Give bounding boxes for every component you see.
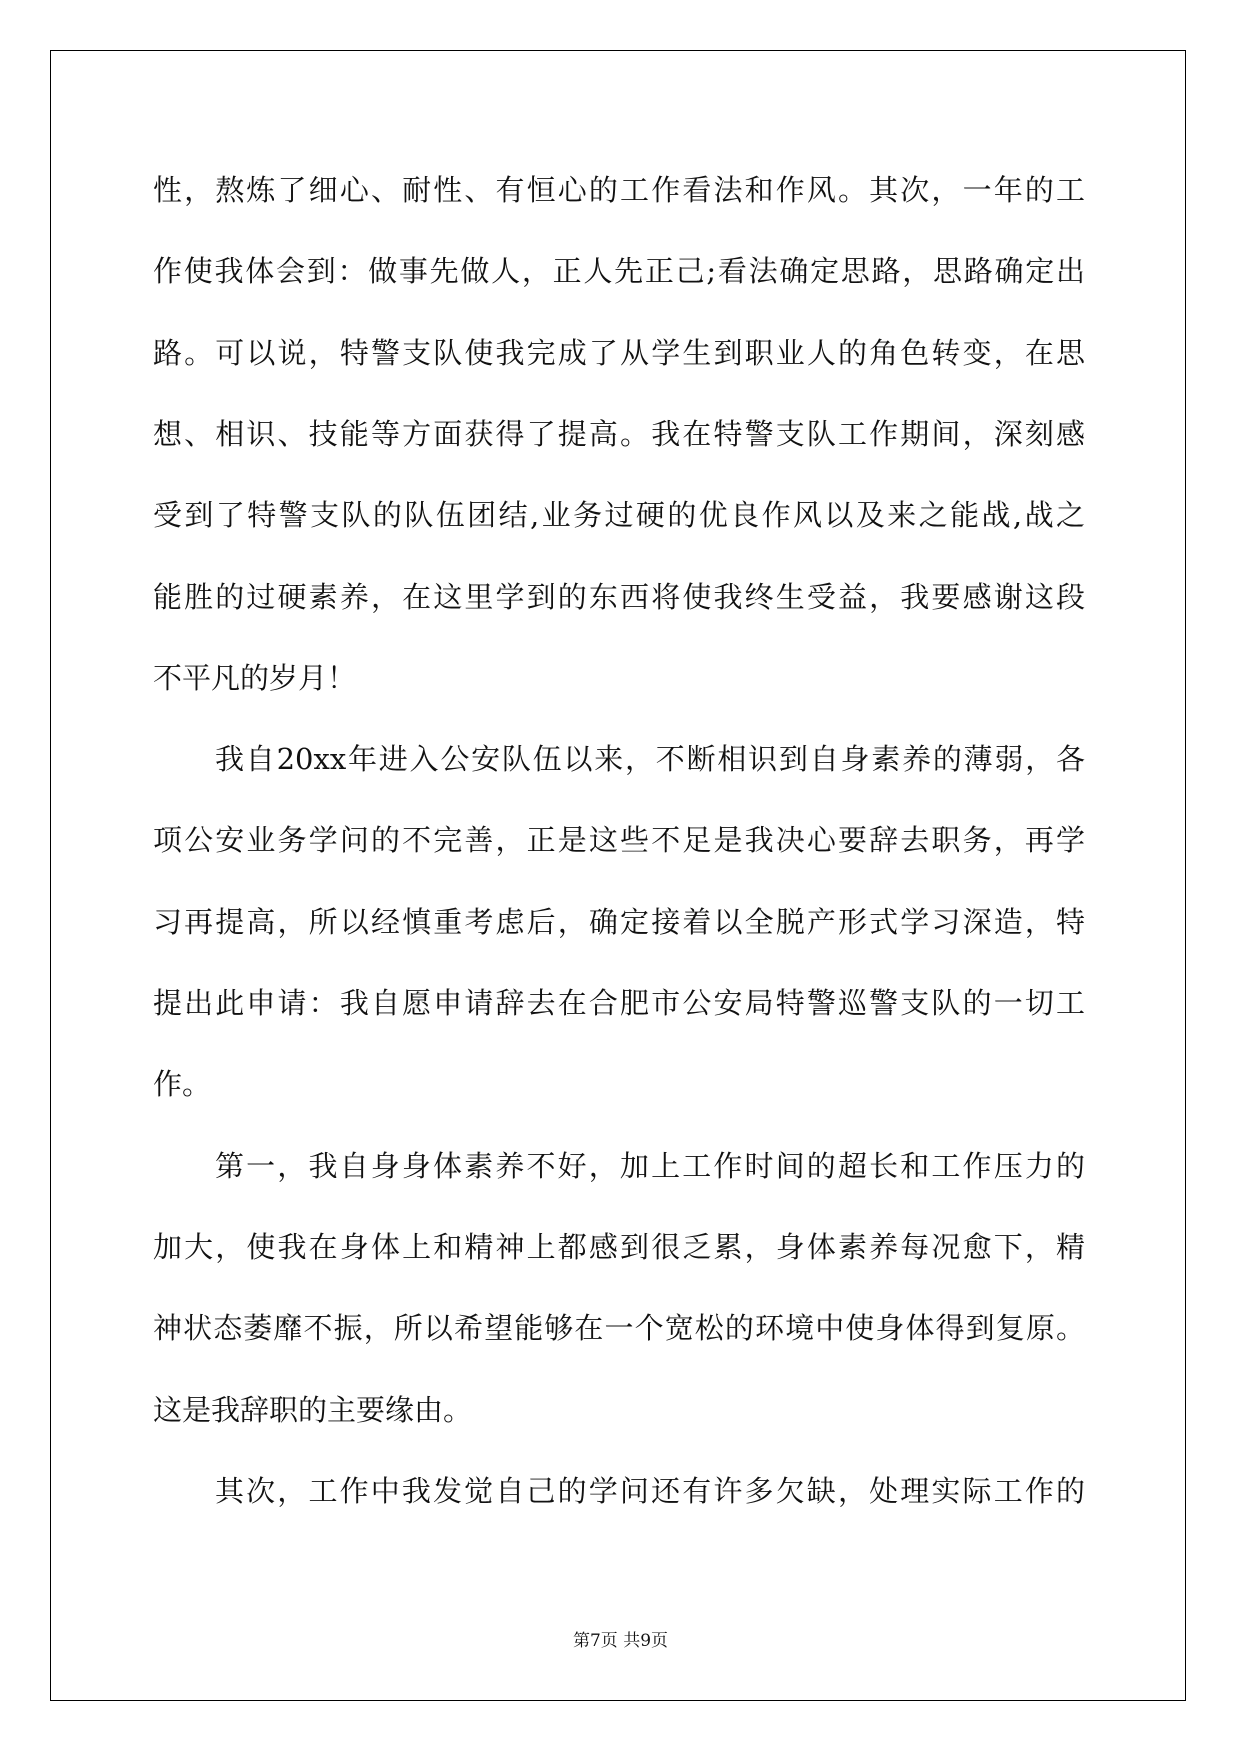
- text-line: 我自20xx年进入公安队伍以来，不断相识到自身素养的薄弱，各: [215, 742, 1085, 777]
- text-line: 第一，我自身身体素养不好，加上工作时间的超长和工作压力的: [215, 1148, 1085, 1183]
- text-line: 习再提高，所以经慎重考虑后，确定接着以全脱产形式学习深造，特: [153, 904, 1085, 939]
- text-line: 项公安业务学问的不完善，正是这些不足是我决心要辞去职务，再学: [153, 823, 1085, 858]
- text-line: 不平凡的岁月！: [153, 660, 357, 695]
- text-line: 这是我辞职的主要缘由。: [153, 1392, 473, 1427]
- text-line: 加大，使我在身体上和精神上都感到很乏累，身体素养每况愈下，精: [153, 1229, 1085, 1264]
- text-line: 作。: [153, 1067, 212, 1102]
- text-line: 提出此申请：我自愿申请辞去在合肥市公安局特警巡警支队的一切工: [153, 986, 1085, 1020]
- text-line: 性，熬炼了细心、耐性、有恒心的工作看法和作风。其次，一年的工: [153, 173, 1085, 207]
- text-line: 路。可以说，特警支队使我完成了从学生到职业人的角色转变，在思: [153, 335, 1085, 370]
- text-line: 神状态萎靡不振，所以希望能够在一个宽松的环境中使身体得到复原。: [153, 1311, 1085, 1346]
- text-line: 能胜的过硬素养，在这里学到的东西将使我终生受益，我要感谢这段: [153, 579, 1085, 614]
- text-line: 作使我体会到：做事先做人，正人先正己;看法确定思路，思路确定出: [153, 254, 1085, 289]
- text-line: 受到了特警支队的队伍团结,业务过硬的优良作风以及来之能战,战之: [153, 498, 1085, 533]
- text-line: 其次，工作中我发觉自己的学问还有许多欠缺，处理实际工作的: [215, 1473, 1085, 1508]
- page-border: [50, 50, 1186, 1701]
- page-footer: 第7页 共9页: [572, 1631, 669, 1651]
- text-line: 想、相识、技能等方面获得了提高。我在特警支队工作期间，深刻感: [153, 416, 1085, 451]
